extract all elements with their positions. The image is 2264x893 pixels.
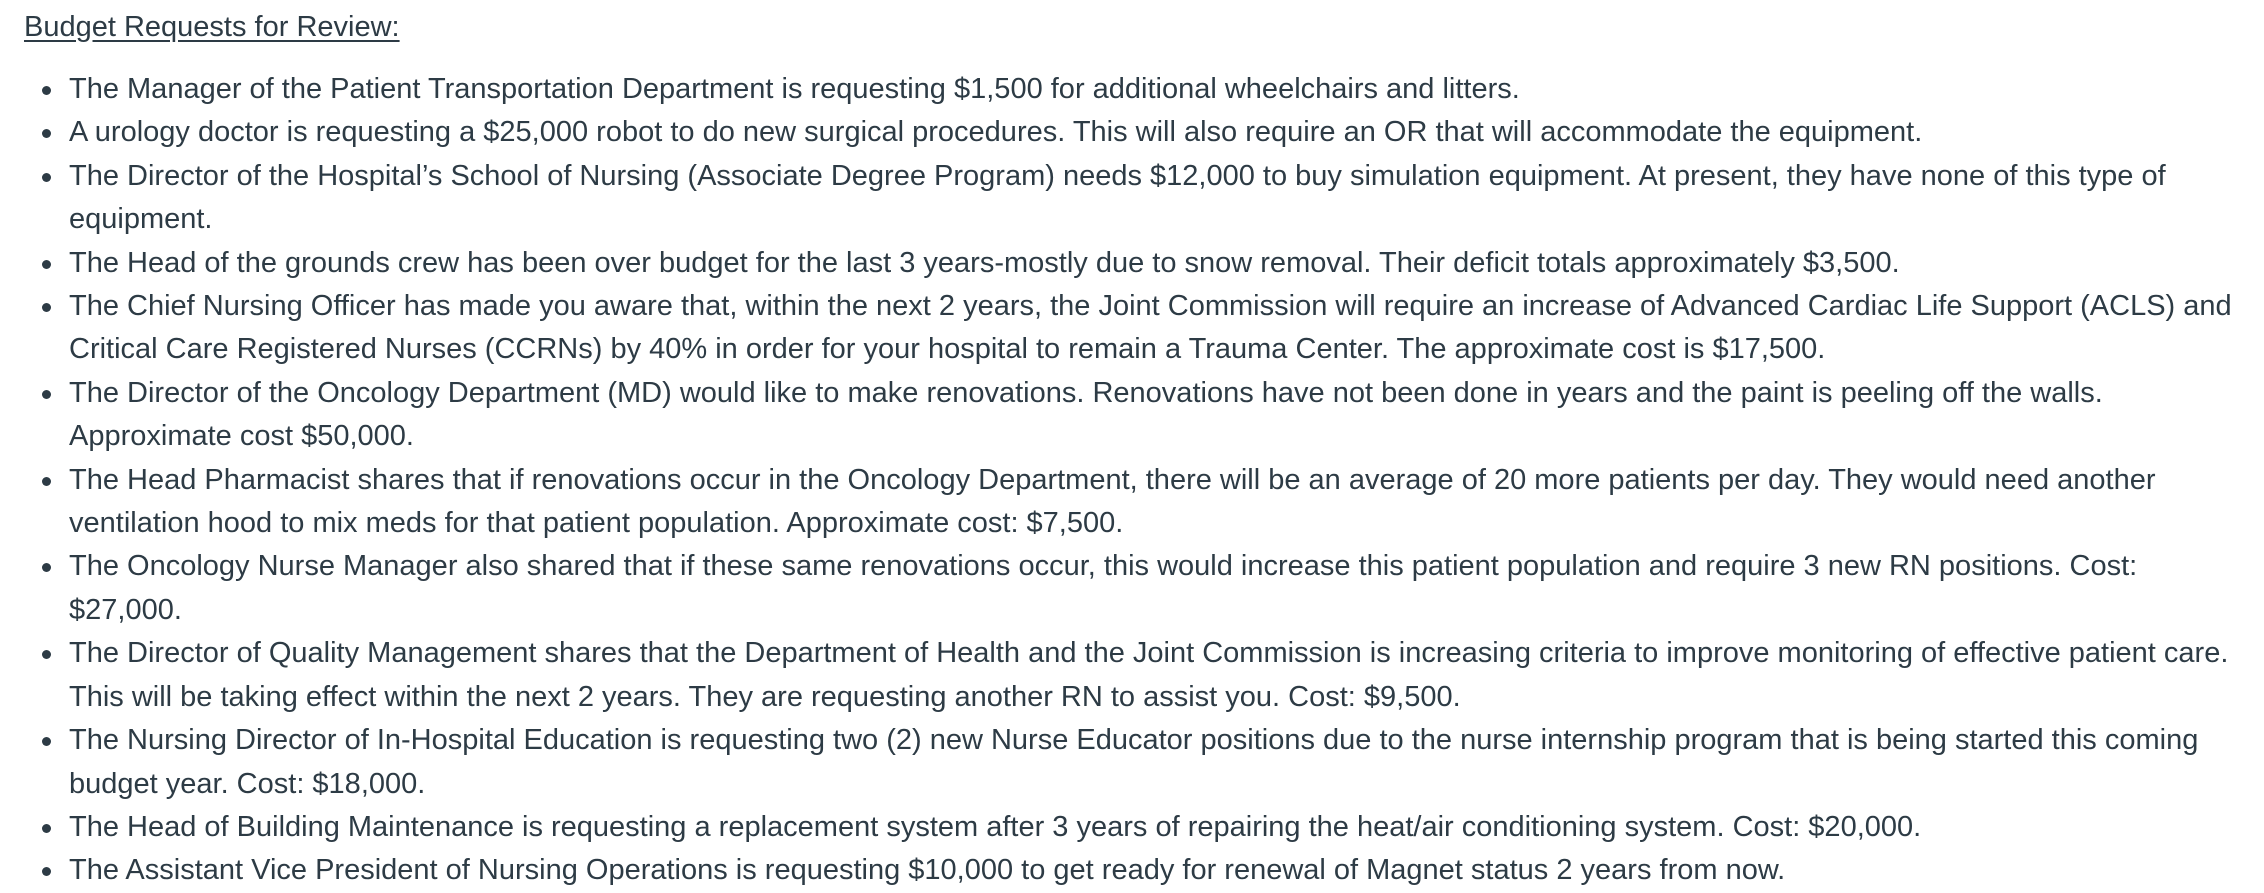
list-item: The Nursing Director of In-Hospital Education is requesting two (2) new Nurse Educator positions due to the nurse internship program that is being started this coming budget year. Cost: $18,000. — [24, 719, 2244, 806]
list-item: The Director of the Hospital’s School of Nursing (Associate Degree Program) needs $12,000 to buy simulation equipment. At present, they have none of this type of equipment. — [24, 155, 2244, 242]
budget-request-list — [24, 68, 2244, 893]
list-item: The Chief Nursing Officer has made you aware that, within the next 2 years, the Joint Commission will require an increase of Advanced Cardiac Life Support (ACLS) and Critical Care Registered Nurses (CCRNs) by 40% in order for your hospital to remain a Trauma Center. The approximate cost is $17,500. — [24, 285, 2244, 372]
list-item: The Oncology Nurse Manager also shared that if these same renovations occur, this would increase this patient population and require 3 new RN positions. Cost: $27,000. — [24, 545, 2244, 632]
list-item: The Director of Quality Management shares that the Department of Health and the Joint Commission is increasing criteria to improve monitoring of effective patient care. This will be taking effect within the next 2 years. They are requesting another RN to assist you. Cost: $9,500. — [24, 632, 2244, 719]
list-item: The Head of Building Maintenance is requesting a replacement system after 3 years of repairing the heat/air conditioning system. Cost: $20,000. — [24, 806, 2244, 849]
list-item: The Head Pharmacist shares that if renovations occur in the Oncology Department, there will be an average of 20 more patients per day. They would need another ventilation hood to mix meds for that patient population. Approximate cost: $7,500. — [24, 459, 2244, 546]
list-item: The Assistant Vice President of Nursing Operations is requesting $10,000 to get ready for renewal of Magnet status 2 years from now. — [24, 849, 2244, 892]
page-heading: Budget Requests for Review: — [24, 11, 400, 43]
list-item: The Director of the Oncology Department (MD) would like to make renovations. Renovations have not been done in years and the paint is peeling off the walls. Approximate cost $50,000. — [24, 372, 2244, 459]
list-item: The Manager of the Patient Transportation Department is requesting $1,500 for additional wheelchairs and litters. — [24, 68, 2244, 111]
list-item: The Head of the grounds crew has been over budget for the last 3 years-mostly due to snow removal. Their deficit totals approximately $3,500. — [24, 242, 2244, 285]
list-item: A urology doctor is requesting a $25,000 robot to do new surgical procedures. This will also require an OR that will accommodate the equipment. — [24, 111, 2244, 154]
